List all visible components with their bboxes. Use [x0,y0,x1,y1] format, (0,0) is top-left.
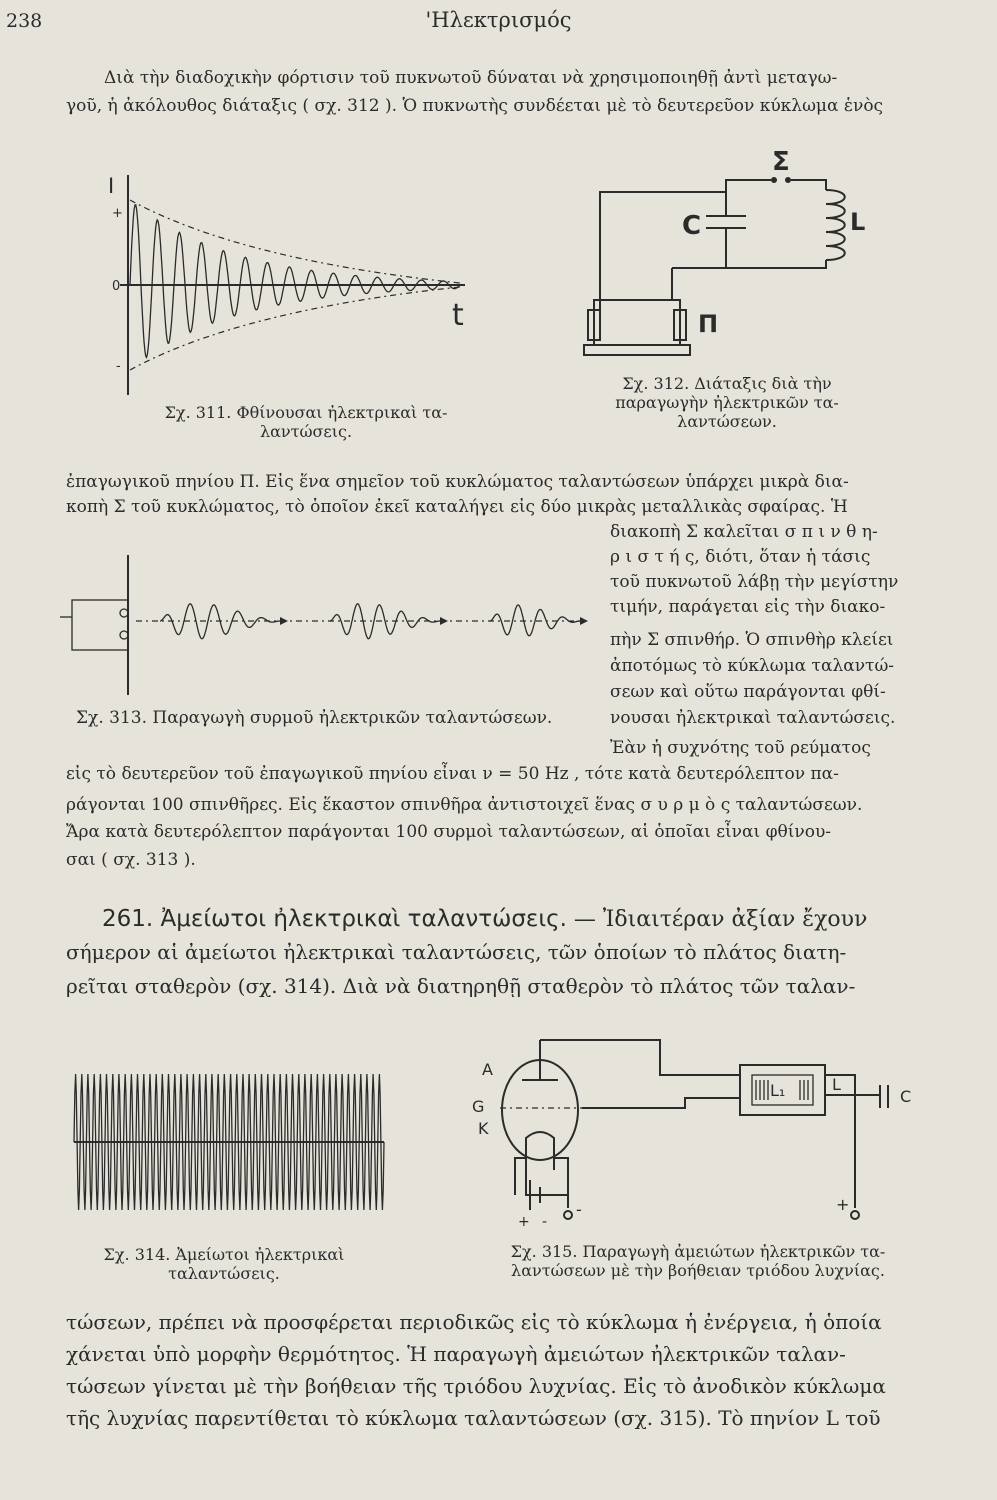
fig315-wire [554,1158,568,1208]
fig313-wave-train [490,605,580,636]
fig315-terminal-plus [851,1211,859,1219]
fig315-caption: Σχ. 315. Παραγωγὴ ἀμειώτων ἠλεκτρικῶν τα- [510,1242,886,1261]
fig312-coil-base [584,345,690,355]
text-line: Ἄρα κατὰ δευτερόλεπτον παράγονται 100 συρμοὶ ταλαντώσεων, αἱ ὁποῖαι εἶναι φθίνου- [66,822,832,842]
running-title: 'Ηλεκτρισμός [425,8,572,32]
fig311-envelope-lower [130,287,460,370]
fig315-label-k: K [478,1119,489,1138]
fig311-label-t: t [452,298,464,333]
fig315-label-battery-minus: - [542,1214,548,1230]
emphasis-text: ἀμείωτοι ἠλεκτρικαὶ ταλαντώσεις, [185,940,542,964]
fig315-coil-l [800,1080,808,1100]
fig311-envelope-upper [130,200,460,283]
fig315-label-c: C [900,1087,912,1106]
fig312-circuit-diagram [576,147,876,380]
fig312-spark-ball [785,177,791,183]
fig315-caption: λαντώσεων μὲ τὴν βοήθειαν τριόδου λυχνίας. [511,1261,885,1280]
fig315-label-terminal-minus: - [576,1200,582,1219]
fig311-label-i: I [108,174,115,198]
section-text: — Ἰδιαιτέραν ἀξίαν ἔχουν [566,907,868,932]
fig314-caption: Σχ. 314. Ἀμείωτοι ἠλεκτρικαὶ [103,1245,345,1264]
text-line: τοῦ πυκνωτοῦ λάβῃ τὴν μεγίστην [610,572,899,592]
text-line: Διὰ τὴν διαδοχικὴν φόρτισιν τοῦ πυκνωτοῦ δύναται νὰ χρησιμοποιηθῇ ἀντὶ μεταγω- [104,68,838,88]
text-line: διακοπὴ Σ καλεῖται σ π ι ν θ η- [610,522,878,542]
fig315-terminal-minus [564,1211,572,1219]
page-number: 238 [6,10,43,32]
fig312-wire [726,260,826,268]
fig315-label-battery-plus: + [518,1214,530,1230]
fig312-coil-l [826,190,845,260]
text-line: νουσαι ἠλεκτρικαὶ ταλαντώσεις. [610,708,896,728]
text-line: ράγονται 100 σπινθῆρες. Εἰς ἕκαστον σπινθῆρα ἀντιστοιχεῖ ἕνας σ υ ρ μ ὸ ς ταλαντώσεων. [66,795,863,815]
fig312-caption: Σχ. 312. Διάταξις διὰ τὴν [622,374,832,393]
fig312-caption: παραγωγὴν ἠλεκτρικῶν τα- [615,393,839,412]
fig315-triode-circuit-diagram [470,1030,930,1230]
text-line: σεων καὶ οὕτω παράγονται φθί- [610,682,886,702]
fig312-label-c: C [682,211,702,241]
fig311-label-zero: 0 [112,279,121,294]
fig312-wire [791,180,826,190]
section-title: 261. Ἀμείωτοι ἠλεκτρικαὶ ταλαντώσεις. [102,906,567,932]
fig313-spark-ball [120,609,128,617]
fig314-undamped-oscillation-graph [74,1070,384,1230]
fig313-arrow-head [440,617,448,625]
fig315-label-l1: L₁ [770,1081,786,1100]
text-line: ἀποτόμως τὸ κύκλωμα ταλαντώ- [610,656,895,676]
fig312-spark-ball [771,177,777,183]
text-line: τιμήν, παράγεται εἰς τὴν διακο- [610,597,886,617]
text-line: τώσεων, πρέπει νὰ προσφέρεται περιοδικῶς εἰς τὸ κύκλωμα ἡ ἐνέργεια, ἡ ὁποία [66,1310,882,1334]
fig312-wire [726,180,771,192]
fig315-wire [526,1170,568,1195]
text-line: πὴν Σ σπινθήρ. Ὁ σπινθὴρ κλείει [610,630,894,650]
fig312-label-l: L [850,208,866,236]
text-line: ρεῖται σταθερὸν (σχ. 314). Διὰ νὰ διατηρηθῇ σταθερὸν τὸ πλάτος τῶν ταλαν- [66,974,856,998]
text-line: Ἐὰν ἡ συχνότης τοῦ ρεύματος [610,738,871,758]
text-line: ρ ι σ τ ή ς, διότι, ὅταν ἡ τάσις [610,547,871,567]
text-line: γοῦ, ἡ ἀκόλουθος διάταξις ( σχ. 312 ). Ὁ πυκνωτὴς συνδέεται μὲ τὸ δευτερεῦον κύκλωμα ἑνὸς [66,96,884,116]
fig315-cathode-filament [526,1132,554,1170]
fig312-label-pi: Π [698,310,719,338]
text-line: εἰς τὸ δευτερεῦον τοῦ ἐπαγωγικοῦ πηνίου εἶναι ν = 50 Hz , τότε κατὰ δευτερόλεπτον πα- [66,764,839,784]
fig312-caption: λαντώσεων. [677,412,777,431]
fig315-coil-l1 [756,1080,768,1100]
text-span: τῶν ὁποίων τὸ πλάτος διατη- [541,940,847,964]
text-line: χάνεται ὑπὸ μορφὴν θερμότητος. Ἡ παραγωγὴ ἀμειώτων ἠλεκτρικῶν ταλαν- [66,1342,846,1366]
text-line: κοπὴ Σ τοῦ κυκλώματος, τὸ ὁποῖον ἐκεῖ καταλήγει εἰς δύο μικρὰς μεταλλικὰς σφαίρας. Ἡ [66,497,848,517]
text-span: σήμερον αἱ [66,940,186,964]
section-heading [102,906,867,932]
fig311-caption: Σχ. 311. Φθίνουσαι ἠλεκτρικαὶ τα- [164,403,448,422]
fig315-wire [540,1040,740,1075]
text-line [66,940,846,964]
fig313-spark-ball [120,631,128,639]
fig312-induction-coil [594,300,680,345]
fig315-label-l: L [832,1075,841,1094]
fig315-label-g: G [472,1097,485,1116]
fig313-arrow-head [280,617,288,625]
text-line: ἐπαγωγικοῦ πηνίου Π. Εἰς ἕνα σημεῖον τοῦ κυκλώματος ταλαντώσεων ὑπάρχει μικρὰ δια- [66,472,849,492]
fig312-wire [600,192,726,310]
fig313-spark-gap-box [72,600,128,650]
fig312-label-sigma: Σ [772,147,790,177]
text-line: σαι ( σχ. 313 ). [66,850,196,870]
fig313-arrow-head [580,617,588,625]
fig313-caption: Σχ. 313. Παραγωγὴ συρμοῦ ἠλεκτρικῶν ταλαντώσεων. [76,708,553,728]
fig311-caption: λαντώσεις. [259,422,353,441]
fig311-label-minus: - [116,359,121,374]
fig315-wire [582,1098,740,1108]
text-line: τῆς λυχνίας παρεντίθεται τὸ κύκλωμα ταλαντώσεων (σχ. 315). Τὸ πηνίον L τοῦ [66,1406,881,1430]
fig311-label-plus: + [112,206,123,221]
fig315-label-terminal-plus: + [836,1195,850,1214]
fig311-damped-oscillation-graph [90,165,490,425]
fig315-wire [515,1158,526,1195]
fig311-oscillation-curve [130,205,460,358]
text-line: τώσεων γίνεται μὲ τὴν βοήθειαν τῆς τριόδου λυχνίας. Εἰς τὸ ἀνοδικὸν κύκλωμα [66,1374,886,1398]
fig314-oscillation-curve [74,1074,384,1210]
fig313-oscillation-train-diagram [40,545,600,705]
fig315-label-a: A [482,1060,493,1079]
fig314-caption: ταλαντώσεις. [168,1264,280,1283]
